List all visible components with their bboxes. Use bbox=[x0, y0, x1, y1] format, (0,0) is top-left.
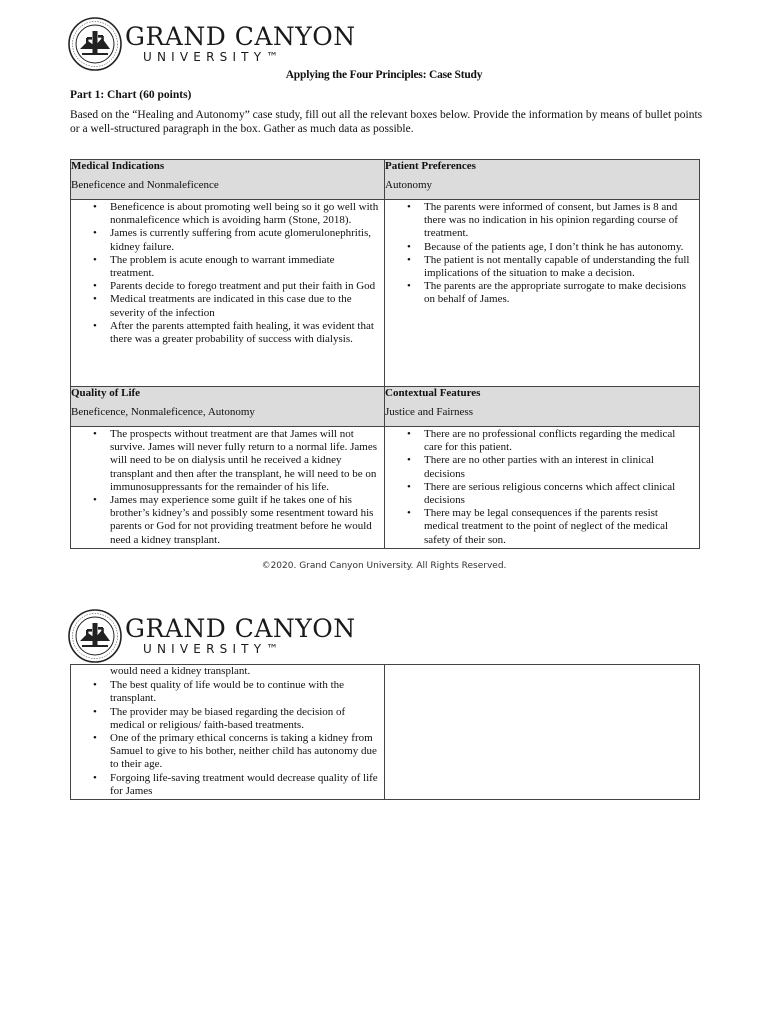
quality-of-life-title: Quality of Life bbox=[71, 387, 141, 399]
medical-indications-principles: Beneficence and Nonmaleficence bbox=[71, 179, 219, 192]
list-item: • Parents decide to forego treatment and put their faith in God bbox=[110, 280, 380, 293]
list-item: • There are serious religious concerns which affect clinical decisions bbox=[424, 481, 695, 507]
list-item: • After the parents attempted faith healing, it was evident that there was a greater probability of success with dialysis. bbox=[110, 320, 380, 346]
university-name: GRAND CANYON bbox=[125, 22, 356, 51]
list-item: • There are no professional conflicts regarding the medical care for this patient. bbox=[424, 428, 695, 454]
quality-of-life-list bbox=[71, 427, 384, 545]
contextual-features-list bbox=[385, 427, 699, 548]
quality-of-life-body-continued bbox=[71, 665, 385, 800]
medical-indications-list bbox=[71, 200, 384, 347]
part-heading: Part 1: Chart (60 points) bbox=[70, 89, 192, 101]
quality-of-life-principles: Beneficence, Nonmaleficence, Autonomy bbox=[71, 406, 255, 419]
contextual-features-title: Contextual Features bbox=[385, 387, 481, 399]
list-item: • The problem is acute enough to warrant immediate treatment. bbox=[110, 254, 380, 280]
list-item: • The provider may be biased regarding the decision of medical or religious/ faith-based treatments. bbox=[110, 706, 380, 732]
list-item: • James may experience some guilt if he takes one of his brother’s kidney’s and possibly some resentment toward his parents or God for not providing treatment before he would need a kidney transplant. bbox=[110, 494, 380, 545]
quality-of-life-body bbox=[71, 427, 385, 549]
list-item: • One of the primary ethical concerns is taking a kidney from Samuel to give to his bother, neither child has autonomy due to their age. bbox=[110, 732, 380, 772]
list-item: • The parents are the appropriate surrogate to make decisions on behalf of James. bbox=[424, 280, 695, 306]
quality-of-life-list-continued bbox=[71, 679, 384, 799]
gcu-logo-page2 bbox=[68, 609, 356, 663]
list-item: • Beneficence is about promoting well being so it go well with nonmaleficence which is avoiding harm (Stone, 2018). bbox=[110, 201, 380, 227]
list-item: • Medical treatments are indicated in this case due to the severity of the infection bbox=[110, 293, 380, 319]
medical-indications-title: Medical Indications bbox=[71, 160, 165, 172]
list-item: • There may be legal consequences if the parents resist medical treatment to the point of neglect of the medical safety of their son. bbox=[424, 507, 695, 547]
list-item: • There are no other parties with an interest in clinical decisions bbox=[424, 454, 695, 480]
contextual-features-body-continued bbox=[385, 665, 700, 800]
copyright-footer: ©2020. Grand Canyon University. All Rights Reserved. bbox=[261, 561, 507, 571]
list-item: • The prospects without treatment are that James will not survive. James will never fully return to a normal life. James will need to be on dialysis until he received a kidney transplant and then after the transplant, he will need to be on immunosuppressants for the remainder of his life. bbox=[110, 428, 380, 494]
quality-of-life-header bbox=[71, 387, 385, 427]
gcu-logo bbox=[68, 17, 356, 71]
university-name: GRAND CANYON bbox=[125, 614, 356, 643]
list-item: • James is currently suffering from acute glomerulonephritis, kidney failure. bbox=[110, 227, 380, 253]
list-item: • The best quality of life would be to continue with the transplant. bbox=[110, 679, 380, 705]
patient-preferences-title: Patient Preferences bbox=[385, 160, 476, 172]
patient-preferences-body bbox=[385, 200, 700, 387]
instructions-text: Based on the “Healing and Autonomy” case study, fill out all the relevant boxes below. Provide the information by means of bullet points or a well-structured paragraph in the box. Gather as much data as possible. bbox=[70, 109, 703, 135]
list-item: • The patient is not mentally capable of understanding the full implications of the situation to make a decision. bbox=[424, 254, 695, 280]
medical-indications-body bbox=[71, 200, 385, 387]
patient-preferences-principles: Autonomy bbox=[385, 179, 433, 192]
four-box-chart-continued bbox=[70, 664, 700, 800]
contextual-features-principles: Justice and Fairness bbox=[385, 406, 473, 419]
list-item: • Because of the patients age, I don’t think he has autonomy. bbox=[424, 241, 695, 254]
university-seal-icon bbox=[68, 609, 122, 663]
patient-preferences-list bbox=[385, 200, 699, 308]
list-item: • The parents were informed of consent, but James is 8 and there was no indication in his opinion regarding course of treatment. bbox=[424, 201, 695, 241]
document-title: Applying the Four Principles: Case Study bbox=[285, 69, 483, 81]
patient-preferences-header bbox=[385, 160, 700, 200]
university-seal-icon bbox=[68, 17, 122, 71]
list-item: • Forgoing life-saving treatment would decrease quality of life for James bbox=[110, 772, 380, 798]
medical-indications-header bbox=[71, 160, 385, 200]
four-box-chart bbox=[70, 159, 700, 549]
university-subname: UNIVERSITY™ bbox=[143, 50, 284, 64]
continued-line: would need a kidney transplant. bbox=[110, 665, 251, 677]
contextual-features-body bbox=[385, 427, 700, 549]
university-subname: UNIVERSITY™ bbox=[143, 642, 284, 656]
contextual-features-header bbox=[385, 387, 700, 427]
